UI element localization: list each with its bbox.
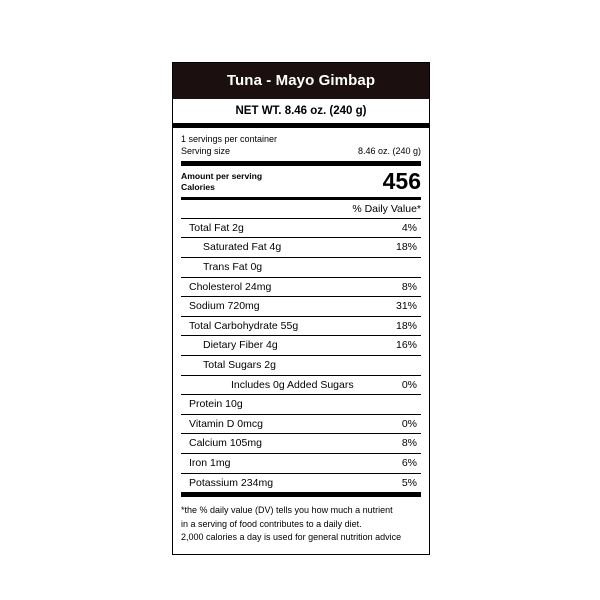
calories-left bbox=[181, 171, 262, 194]
nutrient-dv: 0% bbox=[401, 417, 417, 430]
nutrient-name: Dietary Fiber 4g bbox=[203, 339, 278, 352]
nutrient-name: Protein 10g bbox=[189, 398, 243, 411]
footnote-line: 2,000 calories a day is used for general nutrition advice bbox=[181, 532, 402, 543]
nutrient-name: Total Fat 2g bbox=[189, 221, 244, 234]
nutrient-row bbox=[181, 219, 421, 239]
nutrient-name: Vitamin D 0mcg bbox=[189, 417, 263, 430]
net-weight: NET WT. 8.46 oz. (240 g) bbox=[173, 99, 429, 128]
footnote-line: *the % daily value (DV) tells you how much a nutrient bbox=[181, 505, 393, 516]
nutrient-name: Total Sugars 2g bbox=[203, 358, 276, 371]
footnote-line: in a serving of food contributes to a daily diet. bbox=[181, 518, 362, 529]
nutrient-dv: 6% bbox=[401, 456, 417, 469]
nutrient-dv: 8% bbox=[401, 437, 417, 450]
serving-size-row bbox=[181, 145, 421, 157]
nutrient-row bbox=[181, 278, 421, 298]
nutrient-name: Saturated Fat 4g bbox=[203, 241, 282, 254]
nutrition-facts-label bbox=[172, 62, 430, 555]
nutrient-dv: 0% bbox=[401, 378, 417, 391]
nutrient-dv: 31% bbox=[395, 300, 417, 313]
nutrient-name: Potassium 234mg bbox=[189, 476, 274, 489]
daily-value-header: % Daily Value* bbox=[181, 200, 421, 219]
label-body bbox=[173, 128, 429, 554]
nutrient-row bbox=[181, 434, 421, 454]
nutrient-row bbox=[181, 454, 421, 474]
nutrient-row bbox=[181, 356, 421, 376]
nutrient-name: Trans Fat 0g bbox=[203, 261, 263, 273]
nutrient-row bbox=[181, 317, 421, 337]
nutrient-dv: 5% bbox=[401, 476, 417, 489]
nutrient-row bbox=[181, 336, 421, 356]
nutrient-row bbox=[181, 415, 421, 435]
nutrient-dv: 4% bbox=[401, 221, 417, 234]
calories-value: 456 bbox=[382, 168, 421, 195]
nutrient-name: Total Carbohydrate 55g bbox=[189, 319, 299, 332]
servings-per-container: 1 servings per container bbox=[181, 134, 278, 144]
footnote bbox=[181, 497, 421, 554]
nutrient-row bbox=[181, 474, 421, 498]
nutrient-row bbox=[181, 395, 421, 415]
calories-block bbox=[181, 166, 421, 200]
nutrient-row bbox=[181, 258, 421, 278]
nutrient-name: Includes 0g Added Sugars bbox=[231, 378, 354, 391]
nutrient-name: Cholesterol 24mg bbox=[189, 280, 272, 293]
nutrient-row bbox=[181, 238, 421, 258]
serving-size-label: Serving size bbox=[181, 146, 231, 157]
nutrient-name: Sodium 720mg bbox=[189, 300, 260, 313]
servings-block bbox=[181, 128, 421, 166]
nutrient-row bbox=[181, 376, 421, 396]
nutrient-name: Iron 1mg bbox=[189, 456, 231, 469]
nutrient-row bbox=[181, 297, 421, 317]
serving-size-value: 8.46 oz. (240 g) bbox=[357, 146, 421, 157]
nutrient-dv: 18% bbox=[395, 319, 417, 332]
nutrient-dv: 18% bbox=[395, 241, 417, 254]
calories-label: Calories bbox=[181, 182, 215, 193]
amount-per-serving-label: Amount per serving bbox=[181, 170, 263, 181]
nutrient-dv: 16% bbox=[395, 339, 417, 352]
nutrient-name: Calcium 105mg bbox=[189, 437, 262, 450]
product-title: Tuna - Mayo Gimbap bbox=[173, 63, 429, 99]
nutrient-dv: 8% bbox=[401, 280, 417, 293]
